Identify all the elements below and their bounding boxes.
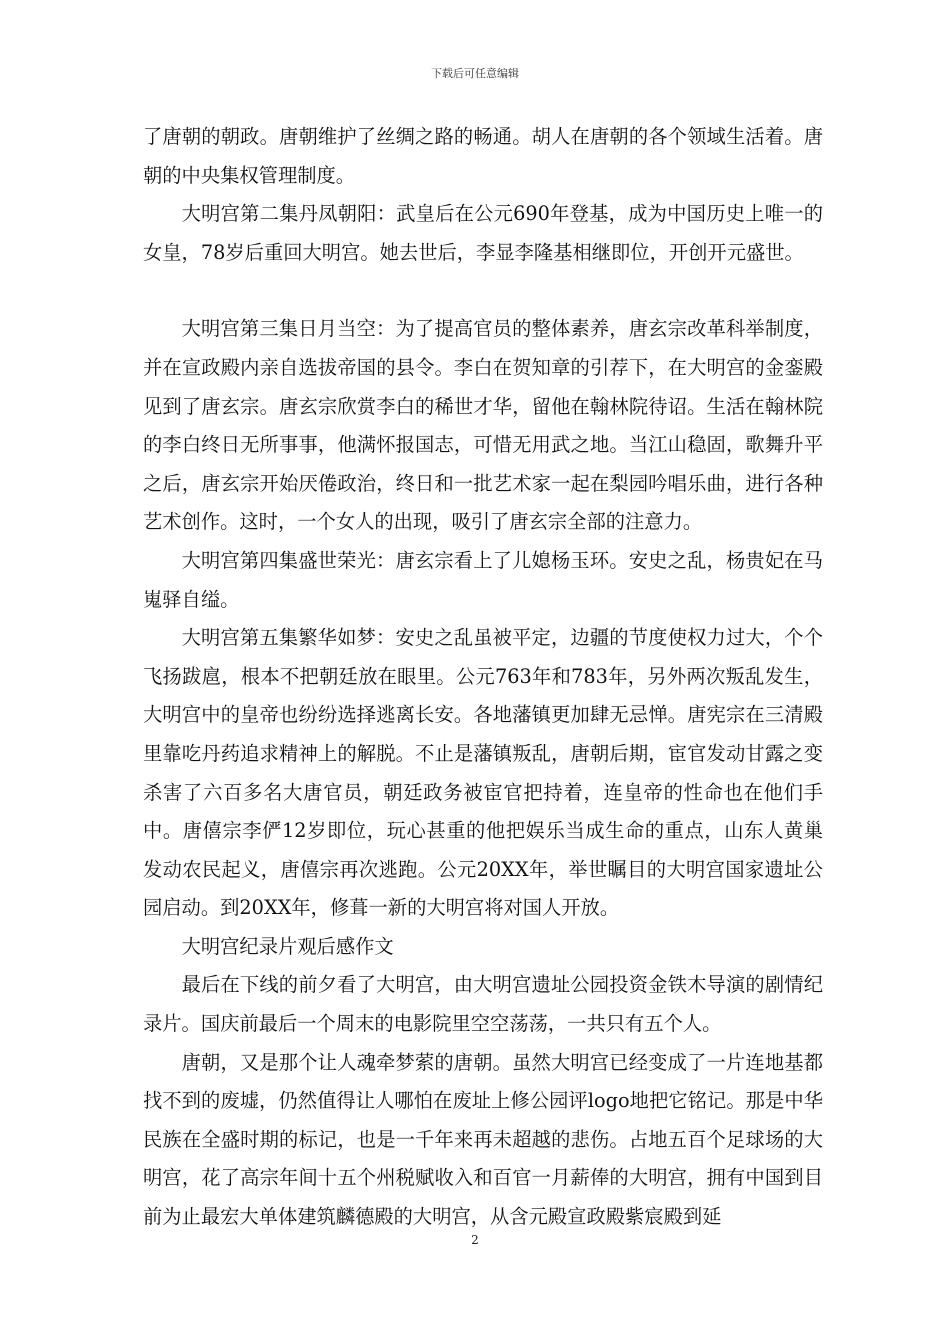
paragraph-spacer <box>143 272 823 310</box>
page-number: 2 <box>471 1233 479 1247</box>
paragraph-episode-4: 大明宫第四集盛世荣光：唐玄宗看上了儿媳杨玉环。安史之乱，杨贵妃在马嵬驿自缢。 <box>143 548 823 611</box>
paragraph-episode-5: 大明宫第五集繁华如梦：安史之乱虽被平定，边疆的节度使权力过大，个个飞扬跋扈，根本不把朝廷放在眼里。公元763年和783年，另外两次叛乱发生，大明宫中的皇帝也纷纷选择逃离长安。各地藩镇更加肆无忌惮。唐宪宗在三清殿里靠吃丹药追求精神上的解脱。不止是藩镇叛乱，唐朝后期，宦官发动甘露之变杀害了六百多名大唐官员，朝廷政务被宦官把持着，连皇帝的性命也在他们手中。唐僖宗李俨12岁即位，玩心甚重的他把娱乐当成生命的重点，山东人黄巢发动农民起义，唐僖宗再次逃跑。公元20XX年，举世瞩目的大明宫国家遗址公园启动。到20XX年，修葺一新的大明宫将对国人开放。 <box>143 626 823 920</box>
document-body <box>143 118 823 1237</box>
paragraph-tang-court: 了唐朝的朝政。唐朝维护了丝绸之路的畅通。胡人在唐朝的各个领域生活着。唐朝的中央集权管理制度。 <box>143 125 823 187</box>
paragraph-review-intro: 最后在下线的前夕看了大明宫，由大明宫遗址公园投资金铁木导演的剧情纪录片。国庆前最后一个周末的电影院里空空荡荡，一共只有五个人。 <box>143 973 823 1036</box>
paragraph-episode-2: 大明宫第二集丹凤朝阳：武皇后在公元690年登基，成为中国历史上唯一的女皇，78岁后重回大明宫。她去世后，李显李隆基相继即位，开创开元盛世。 <box>143 202 823 264</box>
section-title: 大明宫纪录片观后感作文 <box>181 934 394 958</box>
paragraph-episode-3: 大明宫第三集日月当空：为了提高官员的整体素养，唐玄宗改革科举制度，并在宣政殿内亲自选拔帝国的县令。李白在贺知章的引荐下，在大明宫的金銮殿见到了唐玄宗。唐玄宗欣赏李白的稀世才华，留他在翰林院待诏。生活在翰林院的李白终日无所事事，他满怀报国志，可惜无用武之地。当江山稳固，歌舞升平之后，唐玄宗开始厌倦政治，终日和一批艺术家一起在梨园吟唱乐曲，进行各种艺术创作。这时，一个女人的出现，吸引了唐玄宗全部的注意力。 <box>143 317 823 534</box>
paragraph-review-body: 唐朝，又是那个让人魂牵梦萦的唐朝。虽然大明宫已经变成了一片连地基都找不到的废墟，仍然值得让人哪怕在废址上修公园评logo地把它铭记。那是中华民族在全盛时期的标记，也是一千年来再未超越的悲伤。占地五百个足球场的大明宫，花了高宗年间十五个州税赋收入和百官一月薪俸的大明宫，拥有中国到目前为止最宏大单体建筑麟德殿的大明宫，从含元殿宣政殿紫宸殿到延 <box>143 1050 823 1229</box>
page-header: 下载后可任意编辑 <box>431 67 519 80</box>
